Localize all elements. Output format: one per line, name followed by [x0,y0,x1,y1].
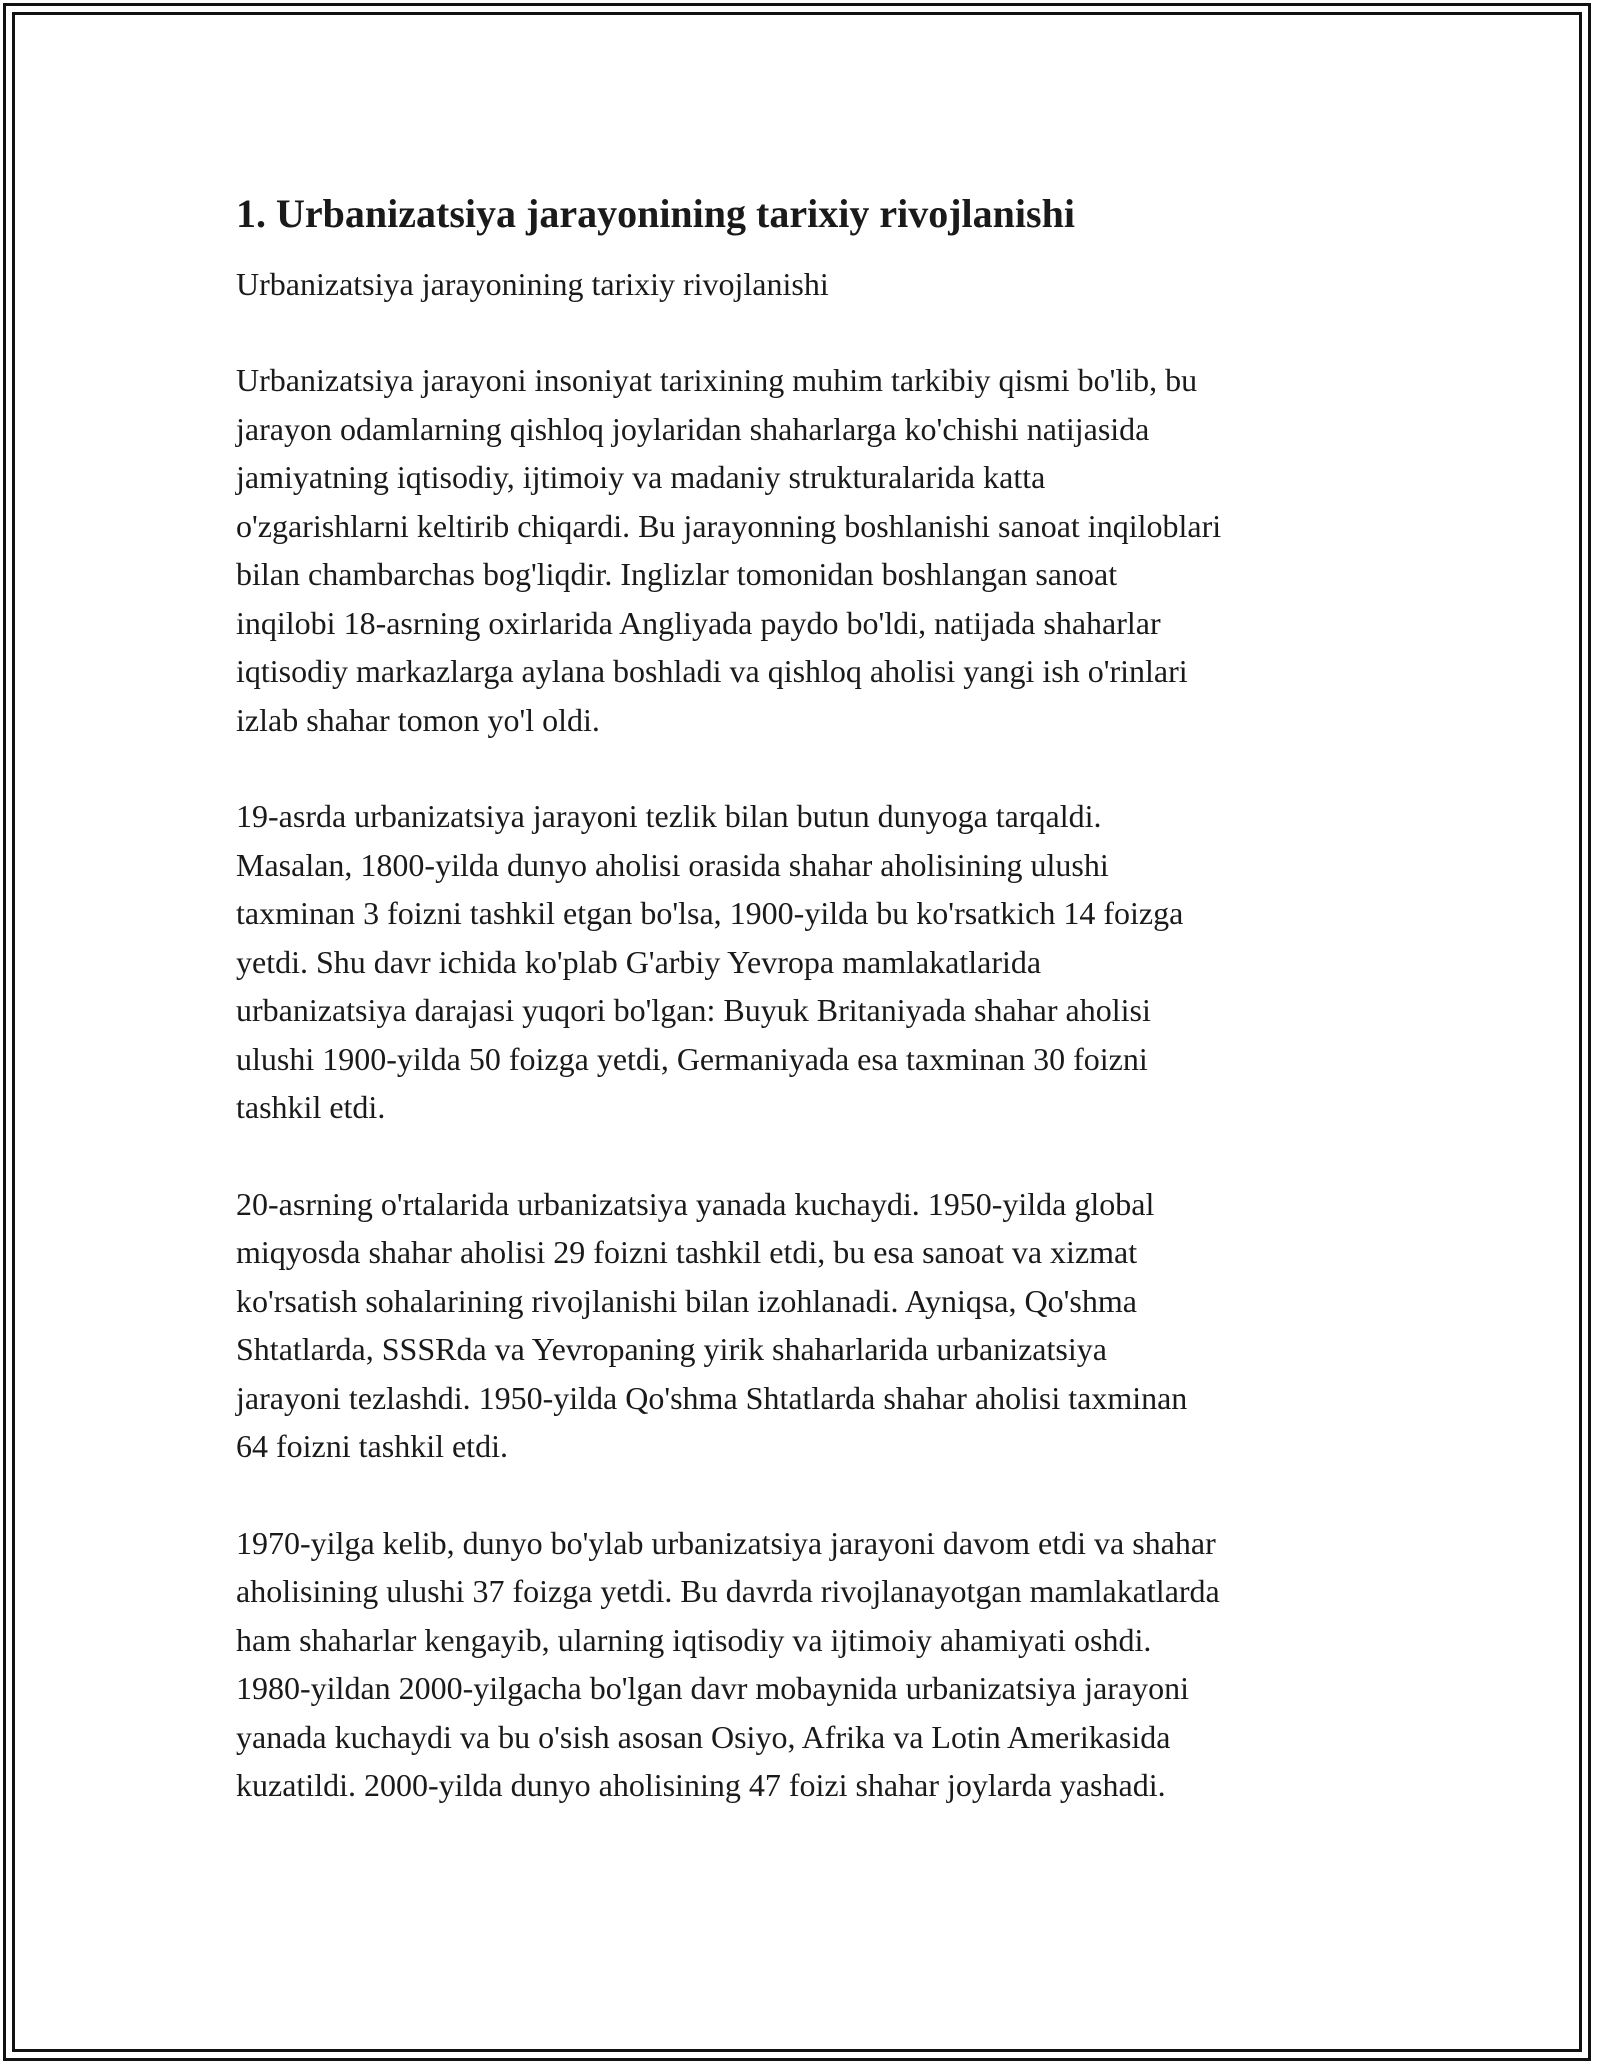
section-subtitle: Urbanizatsiya jarayonining tarixiy rivojlanishi [236,266,829,302]
paragraph-3: 20-asrning o'rtalarida urbanizatsiya yanada kuchaydi. 1950-yilda global miqyosda shahar aholisi 29 foizni tashkil etdi, bu esa sanoat va xizmat ko'rsatish sohalarining rivojlanishi bilan izohlanadi. Ayniqsa, Qo'shma Shtatlarda, SSSRda va Yevropaning yirik shaharlarida urbanizatsiya jarayoni tezlashdi. 1950-yilda Qo'shma Shtatlarda shahar aholisi taxminan 64 foizni tashkil etdi. [236,1185,1188,1464]
section-heading: 1. Urbanizatsiya jarayonining tarixiy rivojlanishi [236,191,1075,236]
paragraph-4: 1970-yilga kelib, dunyo bo'ylab urbanizatsiya jarayoni davom etdi va shahar aholisining ulushi 37 foizga yetdi. Bu davrda rivojlanayotgan mamlakatlarda ham shaharlar kengayib, ularning iqtisodiy va ijtimoiy ahamiyati oshdi. 1980-yildan 2000-yilgacha bo'lgan davr mobaynida urbanizatsiya jarayoni yanada kuchaydi va bu o'sish asosan Osiyo, Afrika va Lotin Amerikasida kuzatildi. 2000-yilda dunyo aholisining 47 foizi shahar joylarda yashadi. [236,1524,1220,1803]
paragraph-2: 19-asrda urbanizatsiya jarayoni tezlik bilan butun dunyoga tarqaldi. Masalan, 1800-yilda dunyo aholisi orasida shahar aholisining ulushi taxminan 3 foizni tashkil etgan bo'lsa, 1900-yilda bu ko'rsatkich 14 foizga yetdi. Shu davr ichida ko'plab G'arbiy Yevropa mamlakatlarida urbanizatsiya darajasi yuqori bo'lgan: Buyuk Britaniyada shahar aholisi ulushi 1900-yilda 50 foizga yetdi, Germaniyada esa taxminan 30 foizni tashkil etdi. [236,798,1184,1125]
paragraph-1: Urbanizatsiya jarayoni insoniyat tarixining muhim tarkibiy qismi bo'lib, bu jarayon odamlarning qishloq joylaridan shaharlarga ko'chishi natijasida jamiyatning iqtisodiy, ijtimoiy va madaniy strukturalarida katta o'zgarishlarni keltirib chiqardi. Bu jarayonning boshlanishi sanoat inqiloblari bilan chambarchas bog'liqdir. Inglizlar tomonidan boshlangan sanoat inqilobi 18-asrning oxirlarida Angliyada paydo bo'ldi, natijada shaharlar iqtisodiy markazlarga aylana boshladi va qishloq aholisi yangi ish o'rinlari izlab shahar tomon yo'l oldi. [236,362,1222,738]
document-body [236,186,1376,1810]
